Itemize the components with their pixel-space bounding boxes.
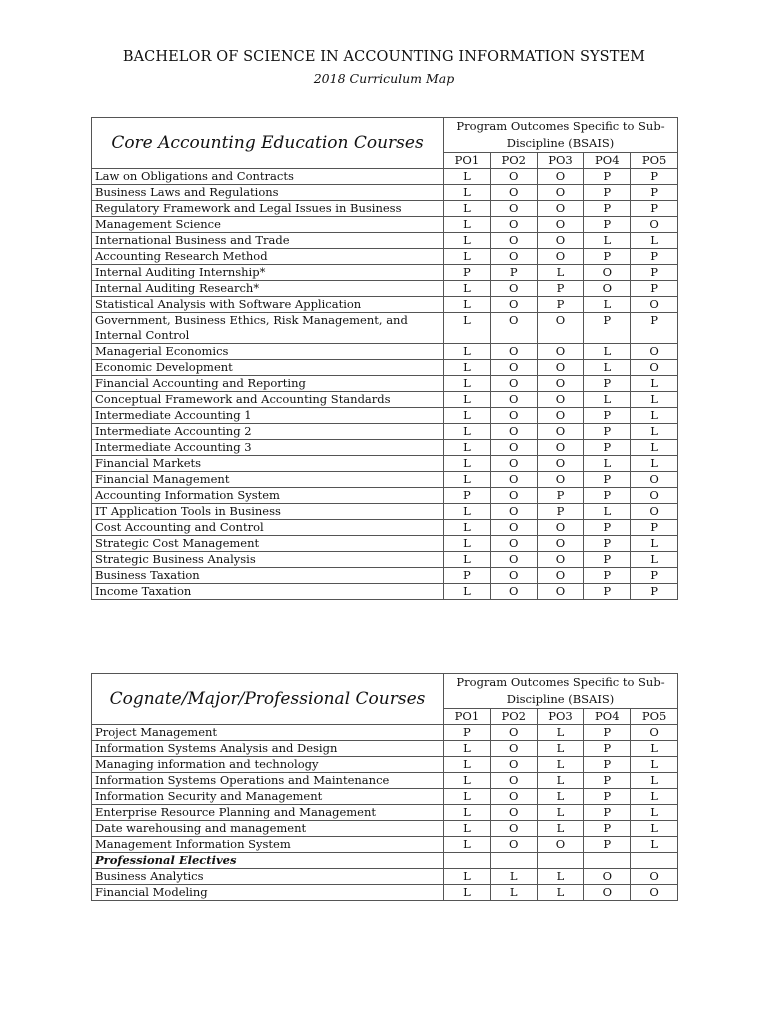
- course-name: Date warehousing and management: [92, 821, 444, 837]
- outcome-level-cell: O: [490, 249, 537, 265]
- outcome-level-cell: O: [537, 552, 584, 568]
- outcome-level-cell: L: [444, 392, 491, 408]
- outcome-level-cell: O: [490, 169, 537, 185]
- table-row: [92, 584, 678, 600]
- outcome-level-cell: L: [631, 408, 678, 424]
- table-row: [92, 757, 678, 773]
- outcome-level-cell: L: [584, 344, 631, 360]
- course-name: Regulatory Framework and Legal Issues in Business: [92, 201, 444, 217]
- outcome-level-cell: O: [537, 520, 584, 536]
- outcome-level-cell: O: [584, 281, 631, 297]
- outcome-level-cell: P: [584, 773, 631, 789]
- outcome-level-cell: L: [444, 757, 491, 773]
- outcome-level-cell: O: [631, 217, 678, 233]
- outcome-level-cell: L: [444, 773, 491, 789]
- outcome-level-cell: L: [490, 885, 537, 901]
- po-code-header: PO5: [631, 709, 678, 725]
- course-name: Information Systems Analysis and Design: [92, 741, 444, 757]
- course-name: Information Security and Management: [92, 789, 444, 805]
- outcome-level-cell: L: [444, 249, 491, 265]
- table-row: [92, 520, 678, 536]
- outcome-level-cell: P: [631, 185, 678, 201]
- outcome-level-cell: O: [537, 376, 584, 392]
- outcome-level-cell: [490, 853, 537, 869]
- outcome-level-cell: O: [537, 456, 584, 472]
- outcome-level-cell: L: [444, 789, 491, 805]
- course-name: Management Science: [92, 217, 444, 233]
- outcome-level-cell: O: [631, 344, 678, 360]
- subheading-row: [92, 853, 678, 869]
- table-row: [92, 821, 678, 837]
- outcome-level-cell: L: [444, 360, 491, 376]
- outcome-level-cell: [444, 853, 491, 869]
- outcome-level-cell: O: [537, 185, 584, 201]
- course-name: Intermediate Accounting 3: [92, 440, 444, 456]
- outcome-level-cell: O: [490, 408, 537, 424]
- course-name: Internal Auditing Research*: [92, 281, 444, 297]
- table-row: [92, 360, 678, 376]
- outcome-level-cell: O: [490, 741, 537, 757]
- outcome-level-cell: O: [490, 313, 537, 344]
- outcome-level-cell: O: [631, 297, 678, 313]
- outcome-level-cell: O: [490, 520, 537, 536]
- outcome-level-cell: O: [584, 885, 631, 901]
- table-row: [92, 837, 678, 853]
- outcome-level-cell: P: [584, 217, 631, 233]
- outcome-level-cell: L: [631, 233, 678, 249]
- course-name: Accounting Information System: [92, 488, 444, 504]
- table-row: [92, 885, 678, 901]
- po-code-header: PO2: [490, 709, 537, 725]
- outcome-level-cell: P: [537, 297, 584, 313]
- outcome-level-cell: O: [537, 217, 584, 233]
- outcome-level-cell: L: [444, 869, 491, 885]
- outcome-level-cell: P: [631, 520, 678, 536]
- outcome-level-cell: P: [631, 201, 678, 217]
- outcome-level-cell: L: [537, 741, 584, 757]
- outcome-level-cell: P: [584, 584, 631, 600]
- table-row: [92, 504, 678, 520]
- outcome-level-cell: O: [490, 392, 537, 408]
- outcome-level-cell: P: [444, 725, 491, 741]
- outcome-level-cell: L: [631, 805, 678, 821]
- course-name: Financial Modeling: [92, 885, 444, 901]
- table-row: [92, 233, 678, 249]
- outcome-level-cell: L: [444, 536, 491, 552]
- course-name: International Business and Trade: [92, 233, 444, 249]
- outcome-level-cell: P: [584, 408, 631, 424]
- outcome-level-cell: P: [584, 472, 631, 488]
- outcome-level-cell: P: [584, 488, 631, 504]
- outcome-level-cell: L: [444, 185, 491, 201]
- outcome-level-cell: L: [631, 536, 678, 552]
- course-rows: [92, 725, 678, 901]
- outcome-level-cell: O: [537, 837, 584, 853]
- course-name: Law on Obligations and Contracts: [92, 169, 444, 185]
- table-row: [92, 440, 678, 456]
- table-row: [92, 456, 678, 472]
- outcome-level-cell: O: [537, 344, 584, 360]
- outcome-level-cell: L: [444, 217, 491, 233]
- outcome-level-cell: O: [490, 201, 537, 217]
- outcome-level-cell: L: [444, 821, 491, 837]
- course-name: Management Information System: [92, 837, 444, 853]
- course-name: Financial Management: [92, 472, 444, 488]
- table-row: [92, 344, 678, 360]
- outcome-level-cell: O: [631, 472, 678, 488]
- outcome-level-cell: P: [584, 741, 631, 757]
- outcome-level-cell: L: [631, 392, 678, 408]
- outcome-level-cell: P: [584, 440, 631, 456]
- outcomes-header: Program Outcomes Specific to Sub-Discipline (BSAIS): [444, 674, 678, 709]
- po-code-header: PO1: [444, 709, 491, 725]
- outcome-level-cell: L: [537, 265, 584, 281]
- table-row: [92, 488, 678, 504]
- outcome-level-cell: O: [537, 536, 584, 552]
- outcome-level-cell: O: [631, 504, 678, 520]
- outcome-level-cell: P: [584, 536, 631, 552]
- outcome-level-cell: O: [490, 233, 537, 249]
- outcome-level-cell: L: [444, 233, 491, 249]
- outcome-level-cell: L: [631, 837, 678, 853]
- outcome-level-cell: O: [631, 885, 678, 901]
- outcome-level-cell: P: [584, 249, 631, 265]
- outcome-level-cell: O: [490, 185, 537, 201]
- outcome-level-cell: O: [537, 408, 584, 424]
- course-name: Business Taxation: [92, 568, 444, 584]
- table-row: [92, 552, 678, 568]
- outcome-level-cell: L: [444, 424, 491, 440]
- outcome-level-cell: O: [537, 440, 584, 456]
- outcome-level-cell: P: [584, 185, 631, 201]
- outcome-level-cell: L: [444, 504, 491, 520]
- outcome-level-cell: O: [490, 440, 537, 456]
- outcome-level-cell: L: [631, 757, 678, 773]
- outcome-level-cell: O: [631, 488, 678, 504]
- course-name: Strategic Business Analysis: [92, 552, 444, 568]
- outcome-level-cell: O: [490, 725, 537, 741]
- outcome-level-cell: O: [537, 169, 584, 185]
- course-name: Financial Markets: [92, 456, 444, 472]
- outcome-level-cell: O: [490, 472, 537, 488]
- outcome-level-cell: L: [584, 233, 631, 249]
- outcome-level-cell: L: [631, 440, 678, 456]
- outcome-level-cell: L: [631, 821, 678, 837]
- outcome-level-cell: L: [444, 408, 491, 424]
- po-code-header: PO5: [631, 153, 678, 169]
- outcome-level-cell: P: [631, 169, 678, 185]
- po-code-header: PO1: [444, 153, 491, 169]
- outcome-level-cell: P: [584, 757, 631, 773]
- outcome-level-cell: O: [490, 456, 537, 472]
- outcome-level-cell: P: [631, 249, 678, 265]
- outcome-level-cell: O: [537, 249, 584, 265]
- table-row: [92, 392, 678, 408]
- outcome-level-cell: L: [537, 725, 584, 741]
- outcome-level-cell: L: [631, 741, 678, 757]
- outcome-level-cell: L: [537, 773, 584, 789]
- outcome-level-cell: L: [631, 552, 678, 568]
- outcome-level-cell: L: [537, 885, 584, 901]
- outcome-level-cell: O: [490, 488, 537, 504]
- outcome-level-cell: L: [631, 424, 678, 440]
- outcome-level-cell: P: [537, 504, 584, 520]
- outcome-level-cell: O: [490, 217, 537, 233]
- table-row: [92, 472, 678, 488]
- po-code-header: PO4: [584, 153, 631, 169]
- table-row: [92, 869, 678, 885]
- outcome-level-cell: L: [444, 440, 491, 456]
- outcome-level-cell: O: [490, 773, 537, 789]
- course-name: Intermediate Accounting 1: [92, 408, 444, 424]
- table-row: [92, 805, 678, 821]
- course-name: Conceptual Framework and Accounting Standards: [92, 392, 444, 408]
- section-title: Core Accounting Education Courses: [92, 118, 444, 169]
- outcome-level-cell: P: [631, 313, 678, 344]
- outcome-level-cell: O: [490, 360, 537, 376]
- outcome-level-cell: O: [537, 360, 584, 376]
- outcome-level-cell: L: [444, 552, 491, 568]
- table-row: [92, 281, 678, 297]
- table-row: [92, 201, 678, 217]
- course-name: Financial Accounting and Reporting: [92, 376, 444, 392]
- course-name: Managerial Economics: [92, 344, 444, 360]
- outcome-level-cell: P: [584, 552, 631, 568]
- outcome-level-cell: O: [490, 568, 537, 584]
- outcome-level-cell: L: [490, 869, 537, 885]
- outcome-level-cell: O: [537, 233, 584, 249]
- outcome-level-cell: P: [490, 265, 537, 281]
- outcome-level-cell: O: [490, 789, 537, 805]
- outcome-level-cell: O: [537, 584, 584, 600]
- outcome-level-cell: [631, 853, 678, 869]
- outcome-level-cell: P: [584, 201, 631, 217]
- outcome-level-cell: [584, 853, 631, 869]
- course-name: Strategic Cost Management: [92, 536, 444, 552]
- outcome-level-cell: L: [444, 376, 491, 392]
- table-row: [92, 185, 678, 201]
- outcome-level-cell: L: [631, 789, 678, 805]
- section-title: Cognate/Major/Professional Courses: [92, 674, 444, 725]
- outcome-level-cell: P: [631, 281, 678, 297]
- table-row: [92, 265, 678, 281]
- outcome-level-cell: O: [490, 584, 537, 600]
- outcome-level-cell: O: [631, 360, 678, 376]
- outcome-level-cell: O: [631, 869, 678, 885]
- outcome-level-cell: P: [584, 313, 631, 344]
- outcome-level-cell: L: [444, 805, 491, 821]
- outcome-level-cell: O: [490, 297, 537, 313]
- course-name: Project Management: [92, 725, 444, 741]
- outcome-level-cell: P: [584, 725, 631, 741]
- table-row: [92, 773, 678, 789]
- outcome-level-cell: P: [584, 424, 631, 440]
- table-row: [92, 297, 678, 313]
- table-row: [92, 536, 678, 552]
- outcome-level-cell: P: [584, 169, 631, 185]
- outcome-level-cell: L: [537, 821, 584, 837]
- outcome-level-cell: O: [537, 424, 584, 440]
- course-name: Government, Business Ethics, Risk Management, and Internal Control: [92, 313, 444, 344]
- outcome-level-cell: L: [537, 869, 584, 885]
- table-row: [92, 789, 678, 805]
- outcome-level-cell: P: [537, 488, 584, 504]
- document-subtitle: 2018 Curriculum Map: [313, 71, 455, 86]
- cognate-courses-table: [91, 673, 678, 901]
- outcome-level-cell: L: [584, 297, 631, 313]
- outcome-level-cell: P: [444, 488, 491, 504]
- course-rows: [92, 169, 678, 600]
- outcome-level-cell: L: [444, 837, 491, 853]
- outcome-level-cell: P: [631, 584, 678, 600]
- table-row: [92, 408, 678, 424]
- po-code-header: PO3: [537, 709, 584, 725]
- table-row: [92, 169, 678, 185]
- outcome-level-cell: P: [584, 520, 631, 536]
- outcome-level-cell: L: [444, 456, 491, 472]
- document-title: BACHELOR OF SCIENCE IN ACCOUNTING INFORMATION SYSTEM: [122, 49, 646, 65]
- table-row: [92, 217, 678, 233]
- outcome-level-cell: L: [631, 376, 678, 392]
- course-name: Enterprise Resource Planning and Management: [92, 805, 444, 821]
- outcome-level-cell: L: [444, 520, 491, 536]
- course-name: Information Systems Operations and Maintenance: [92, 773, 444, 789]
- outcome-level-cell: L: [444, 169, 491, 185]
- outcome-level-cell: O: [584, 869, 631, 885]
- outcome-level-cell: O: [490, 424, 537, 440]
- outcome-level-cell: O: [490, 344, 537, 360]
- outcome-level-cell: O: [537, 201, 584, 217]
- outcome-level-cell: L: [444, 741, 491, 757]
- outcome-level-cell: L: [584, 392, 631, 408]
- course-name: Income Taxation: [92, 584, 444, 600]
- table-row: [92, 424, 678, 440]
- course-name: Statistical Analysis with Software Application: [92, 297, 444, 313]
- outcome-level-cell: O: [490, 281, 537, 297]
- table-row: [92, 568, 678, 584]
- course-name: Accounting Research Method: [92, 249, 444, 265]
- outcome-level-cell: L: [444, 313, 491, 344]
- outcome-level-cell: O: [490, 821, 537, 837]
- po-code-header: PO3: [537, 153, 584, 169]
- course-name: Internal Auditing Internship*: [92, 265, 444, 281]
- outcome-level-cell: L: [444, 584, 491, 600]
- outcome-level-cell: P: [537, 281, 584, 297]
- outcome-level-cell: P: [584, 376, 631, 392]
- course-name: Cost Accounting and Control: [92, 520, 444, 536]
- outcome-level-cell: O: [490, 376, 537, 392]
- outcome-level-cell: P: [584, 821, 631, 837]
- course-name: Managing information and technology: [92, 757, 444, 773]
- po-code-header: PO4: [584, 709, 631, 725]
- outcome-level-cell: L: [537, 757, 584, 773]
- outcome-level-cell: O: [490, 805, 537, 821]
- table-row: [92, 249, 678, 265]
- po-code-header: PO2: [490, 153, 537, 169]
- table-row: [92, 741, 678, 757]
- outcome-level-cell: P: [584, 568, 631, 584]
- outcome-level-cell: O: [490, 504, 537, 520]
- outcomes-header: Program Outcomes Specific to Sub-Discipline (BSAIS): [444, 118, 678, 153]
- outcome-level-cell: L: [584, 360, 631, 376]
- course-name: Intermediate Accounting 2: [92, 424, 444, 440]
- table-row: [92, 725, 678, 741]
- outcome-level-cell: L: [537, 805, 584, 821]
- outcome-level-cell: O: [490, 757, 537, 773]
- outcome-level-cell: P: [584, 789, 631, 805]
- outcome-level-cell: L: [584, 456, 631, 472]
- outcome-level-cell: L: [444, 472, 491, 488]
- outcome-level-cell: P: [631, 568, 678, 584]
- course-name: Business Analytics: [92, 869, 444, 885]
- outcome-level-cell: L: [444, 201, 491, 217]
- outcome-level-cell: P: [584, 837, 631, 853]
- outcome-level-cell: O: [584, 265, 631, 281]
- outcome-level-cell: [537, 853, 584, 869]
- outcome-level-cell: L: [631, 456, 678, 472]
- course-name: Economic Development: [92, 360, 444, 376]
- subheading-label: Professional Electives: [92, 853, 444, 869]
- outcome-level-cell: L: [444, 297, 491, 313]
- outcome-level-cell: L: [537, 789, 584, 805]
- outcome-level-cell: P: [631, 265, 678, 281]
- outcome-level-cell: O: [490, 837, 537, 853]
- outcome-level-cell: P: [584, 805, 631, 821]
- core-courses-table: [91, 117, 678, 600]
- course-name: IT Application Tools in Business: [92, 504, 444, 520]
- table-row: [92, 313, 678, 344]
- course-name: Business Laws and Regulations: [92, 185, 444, 201]
- outcome-level-cell: O: [537, 313, 584, 344]
- outcome-level-cell: L: [631, 773, 678, 789]
- outcome-level-cell: L: [444, 281, 491, 297]
- outcome-level-cell: P: [444, 265, 491, 281]
- outcome-level-cell: L: [444, 344, 491, 360]
- outcome-level-cell: P: [444, 568, 491, 584]
- outcome-level-cell: O: [631, 725, 678, 741]
- outcome-level-cell: O: [490, 552, 537, 568]
- outcome-level-cell: L: [584, 504, 631, 520]
- outcome-level-cell: O: [537, 472, 584, 488]
- outcome-level-cell: O: [537, 568, 584, 584]
- outcome-level-cell: O: [490, 536, 537, 552]
- outcome-level-cell: L: [444, 885, 491, 901]
- outcome-level-cell: O: [537, 392, 584, 408]
- table-row: [92, 376, 678, 392]
